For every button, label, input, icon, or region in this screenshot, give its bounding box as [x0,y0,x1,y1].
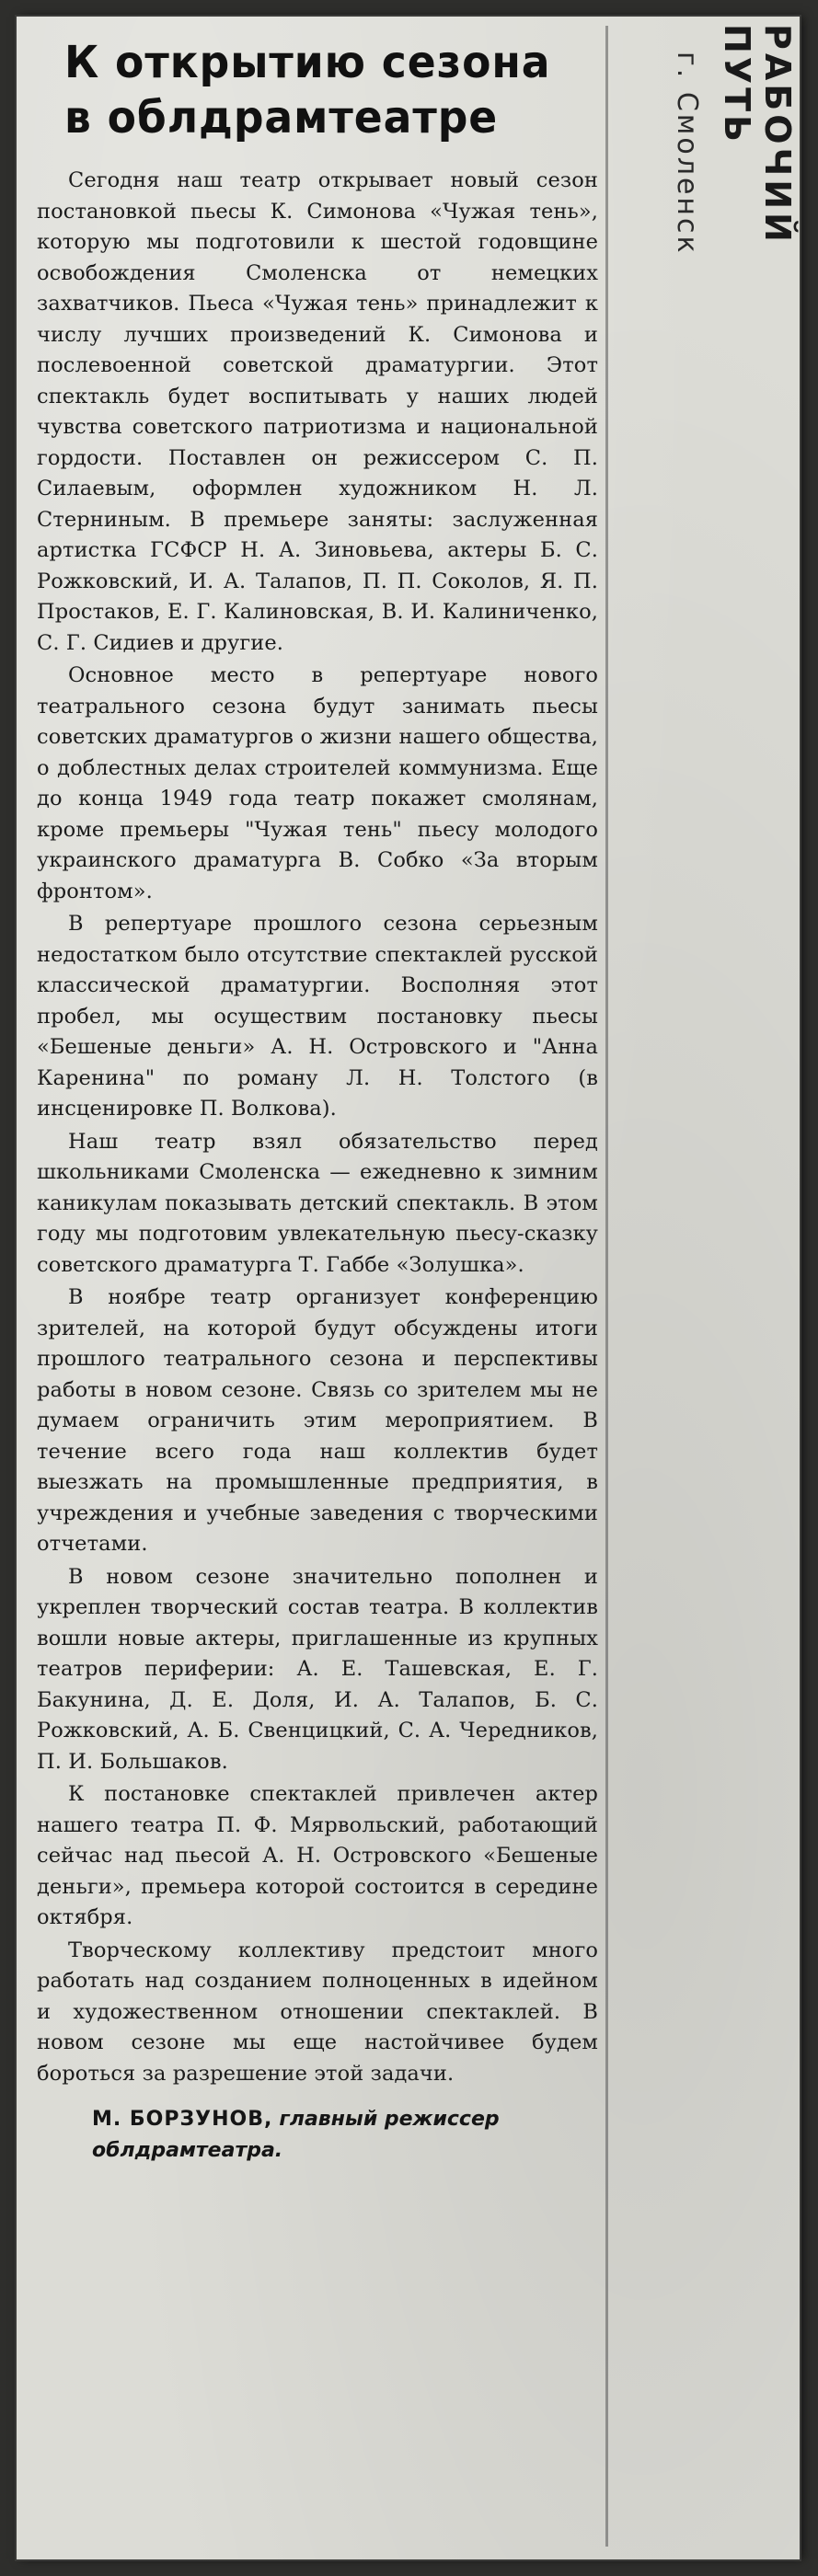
article-paragraph-5: В ноябре театр организует конференцию зрителей, на которой будут обсуждены итоги прошлого театрального сезона и перспективы работы в новом сезоне. Связь со зрителем мы не думаем ограничить этим мероприятием. В течение всего года наш коллектив будет выезжать на промышленные предприятия, в учреждения и учебные заведения с творческими отчетами. [37,1285,598,1556]
article-paragraph-1: Сегодня наш театр открывает новый сезон постановкой пьесы К. Симонова «Чужая тень», которую мы подготовили к шестой годовщине освобождения Смоленска от немецких захватчиков. Пьеса «Чужая тень» принадлежит к числу лучших произведений К. Симонова и послевоенной советской драматургии. Этот спектакль будет воспитывать у наших людей чувства советского патриотизма и национальной гордости. Поставлен он режиссером С. П. Силаевым, оформлен художником Н. Л. Стерниным. В премьере заняты: заслуженная артистка ГСФСР Н. А. Зиновьева, актеры Б. С. Рожковский, И. А. Талапов, П. П. Соколов, Я. П. Простаков, Е. Г. Калиновская, В. И. Калиниченко, С. Г. Сидиев и другие. [37,168,598,655]
newspaper-city: г. Смоленск [671,52,703,256]
article-headline: К открытию сезона в облдрамтеатре [64,37,551,144]
article-signature [37,2104,598,2167]
article-paragraph-7: К постановке спектаклей привлечен актер нашего театра П. Ф. Мярвольский, работающий сейчас над пьесой А. Н. Островского «Бешеные деньги», премьера которой состоится в середине октября. [37,1782,598,1929]
article [37,35,598,2167]
newspaper-name: РАБОЧИЙ ПУТЬ [717,24,798,246]
article-paragraph-6: В новом сезоне значительно пополнен и укреплен творческий состав театра. В коллектив вошли новые актеры, приглашенные из крупных театров периферии: А. Е. Ташевская, Е. Г. Бакунина, Д. Е. Доля, И. А. Талапов, Б. С. Рожковский, А. Б. Свенцицкий, С. А. Чередников, П. И. Большаков. [37,1564,598,1774]
article-paragraph-3: В репертуаре прошлого сезона серьезным недостатком было отсутствие спектаклей русской классической драматургии. Восполняя этот пробел, мы осуществим постановку пьесы «Бешеные деньги» А. Н. Островского и "Анна Каренина" по роману Л. Н. Толстого (в инсценировке П. Волкова). [37,912,598,1121]
masthead [662,24,798,355]
newspaper-clipping [17,17,800,2559]
author-role: главный режиссер облдрамтеатра. [92,2108,500,2162]
article-paragraph-2: Основное место в репертуаре нового театрального сезона будут занимать пьесы советских драматургов о жизни нашего общества, о доблестных делах строителей коммунизма. Еще до конца 1949 года театр покажет смолянам, кроме премьеры "Чужая тень" пьесу молодого украинского драматурга В. Собко «За вторым фронтом». [37,663,598,903]
article-paragraph-8: Творческому коллективу предстоит много работать над созданием полноценных в идейном и художественном отношении спектаклей. В новом сезоне мы еще настойчивее будем бороться за разрешение этой задачи. [37,1938,598,2086]
article-paragraph-4: Наш театр взял обязательство перед школьниками Смоленска — ежедневно к зимним каникулам показывать детский спектакль. В этом году мы подготовим увлекательную пьесу-сказку советского драматурга Т. Габбе «Золушка». [37,1129,598,1277]
column-rule [605,26,608,2547]
author-name: М. БОРЗУНОВ, [92,2108,273,2131]
